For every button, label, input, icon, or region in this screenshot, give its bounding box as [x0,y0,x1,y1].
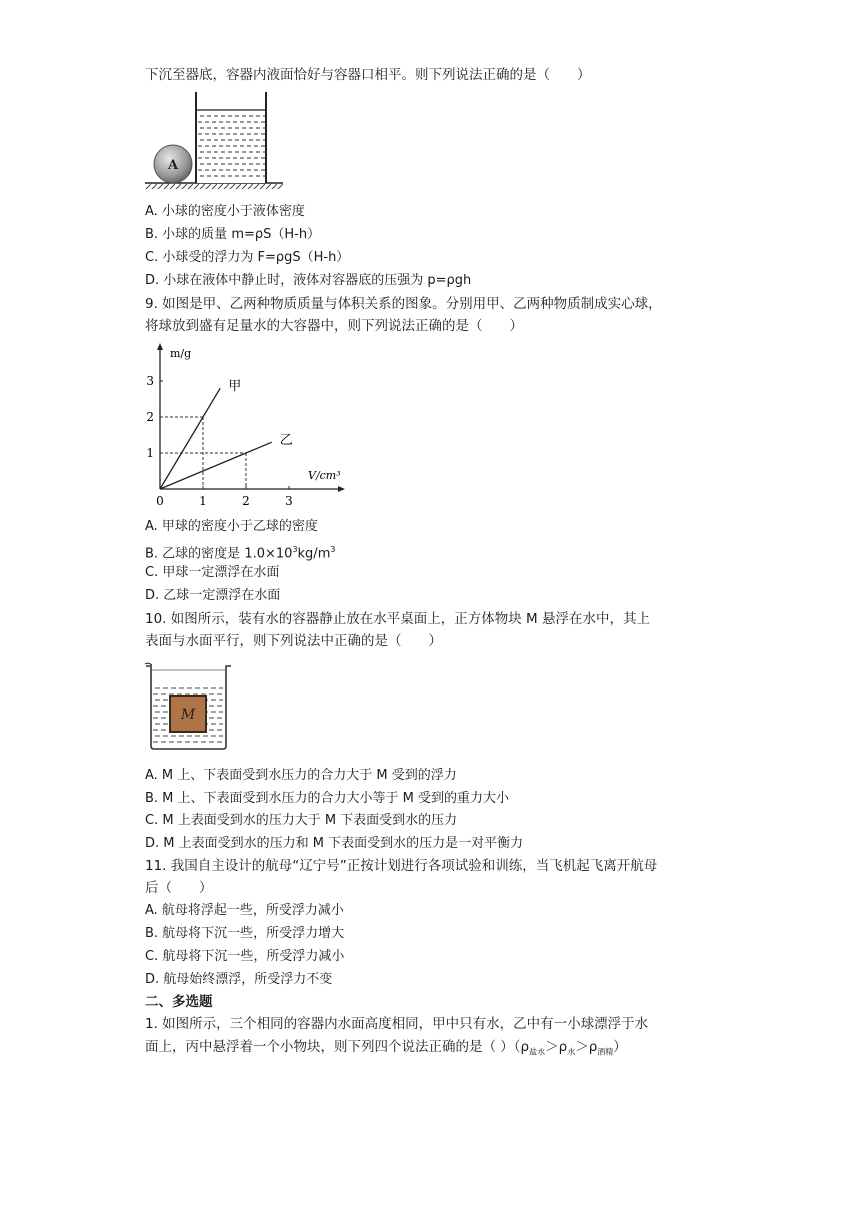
q9-option-c: C. 甲球一定漂浮在水面 [145,565,280,580]
series-line-1 [160,442,272,489]
series-line-0 [160,388,220,489]
q11-option-b: B. 航母将下沉一些，所受浮力增大 [145,926,345,941]
chart-guides [160,417,246,489]
q10-stem-line1: 10. 如图所示，装有水的容器静止放在水平桌面上，正方体物块 M 悬浮在水中，其上 [145,611,650,627]
density-sub-salt-water: 盐水 [529,1047,546,1057]
q11-stem-line2: 后（ ） [145,880,213,896]
q10-option-c: C. M 上表面受到水的压力大于 M 下表面受到水的压力 [145,813,458,828]
ball-label: A [167,158,179,173]
x-axis-label: V/cm³ [308,469,341,482]
q10-stem-line2: 表面与水面平行，则下列说法中正确的是（ ） [145,633,442,649]
q8-figure [145,88,290,200]
q11-option-d: D. 航母始终漂浮，所受浮力不变 [145,972,333,987]
density-sub-alcohol: 酒精 [597,1047,614,1057]
q9-option-d: D. 乙球一定漂浮在水面 [145,588,281,603]
q11-option-c: C. 航母将下沉一些，所受浮力减小 [145,949,345,964]
series-label-0: 甲 [228,379,242,395]
q8-option-a: A. 小球的密度小于液体密度 [145,204,305,219]
q9-mass-volume-chart [140,338,350,513]
q8-option-c: C. 小球受的浮力为 F=ρgS（H-h） [145,250,350,265]
y-tick-label: 1 [146,446,154,460]
q9-option-b-unit: kg/m [297,546,331,562]
x-tick-label: 3 [285,494,293,508]
q9-stem-line1: 9. 如图是甲、乙两种物质质量与体积关系的图象。分别用甲、乙两种物质制成实心球， [145,296,662,312]
q10-option-d: D. M 上表面受到水的压力和 M 下表面受到水的压力是一对平衡力 [145,836,524,851]
section-heading: 二、多选题 [145,994,213,1010]
multi-q1-line2-text: 面上，丙中悬浮着一个小物块，则下列四个说法正确的是（ ）（ρ [145,1039,530,1055]
q9-option-b-unit-exponent: 3 [330,545,336,554]
y-tick-label: 3 [146,374,154,388]
q8-option-d: D. 小球在液体中静止时，液体对容器底的压强为 p=ρgh [145,273,472,288]
greater-than-1: ＞ρ [545,1039,568,1055]
y-axis-arrow [157,343,163,350]
x-tick-label: 1 [199,494,207,508]
q9-stem-line2: 将球放到盛有足量水的大容器中，则下列说法正确的是（ ） [145,318,523,334]
q9-option-b [145,541,335,563]
q11-option-a: A. 航母将浮起一些，所受浮力减小 [145,903,344,918]
q9-option-a: A. 甲球的密度小于乙球的密度 [145,519,318,534]
y-tick-label: 2 [146,410,154,424]
x-tick-label: 2 [242,494,250,508]
series-label-1: 乙 [279,433,293,449]
greater-than-2: ＞ρ [575,1039,598,1055]
q10-option-a: A. M 上、下表面受到水压力的合力大于 M 受到的浮力 [145,768,457,783]
multi-q1-line2 [145,1038,627,1062]
q8-option-b: B. 小球的质量 m=ρS（H-h） [145,227,321,242]
chart-labels [146,347,340,508]
q9-option-b-exponent: 3 [292,545,298,554]
y-axis-label: m/g [170,347,192,360]
q11-stem-line1: 11. 我国自主设计的航母“辽宁号”正按计划进行各项试验和训练，当飞机起飞离开航母 [145,858,658,874]
multi-q1-line1: 1. 如图所示，三个相同的容器内水面高度相同，甲中只有水，乙中有一小球漂浮于水 [145,1016,649,1032]
q10-option-b: B. M 上、下表面受到水压力的合力大小等于 M 受到的重力大小 [145,791,510,806]
chart-series [160,388,272,489]
x-axis-arrow [338,486,345,492]
q9-option-b-text: B. 乙球的密度是 1.0×10 [145,546,293,562]
q10-beaker-figure [143,660,235,752]
q8-stem: 下沉至器底，容器内液面恰好与容器口相平。则下列说法正确的是（ ） [145,67,591,83]
close-paren: ） [613,1039,627,1055]
block-label: M [180,707,196,723]
density-sub-water: 水 [567,1047,576,1057]
x-tick-label: 0 [156,494,164,508]
